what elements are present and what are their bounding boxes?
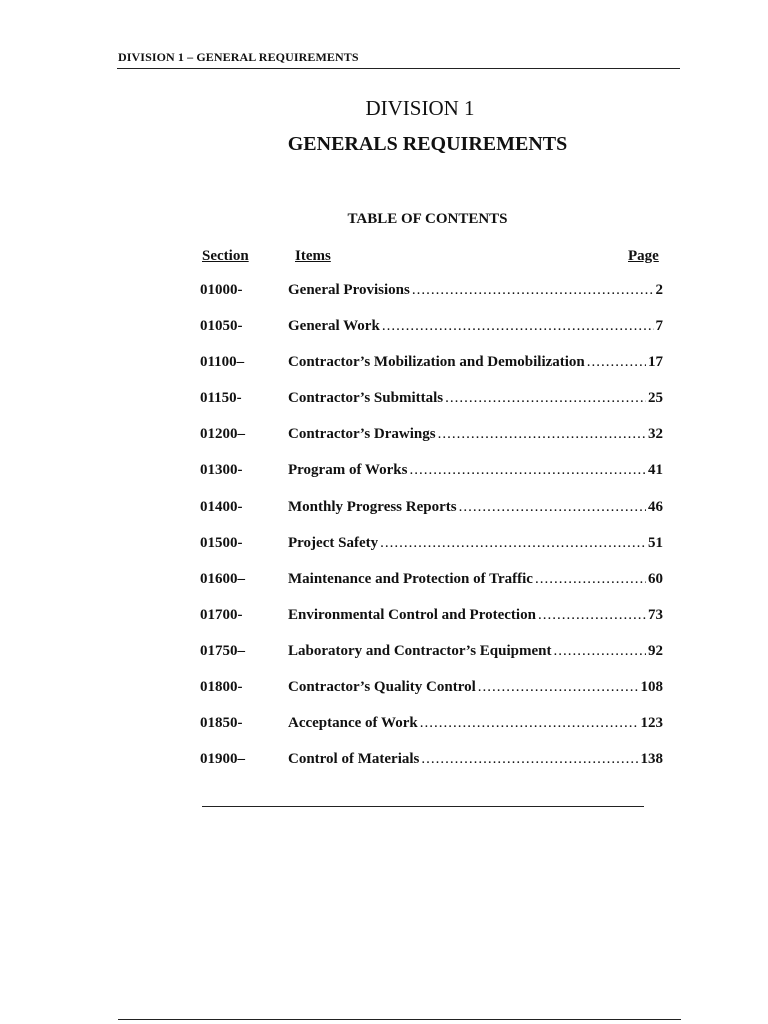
toc-section-code: 01400- [200,498,243,515]
toc-section-code: 01050- [200,318,243,335]
header-divider [117,68,680,69]
toc-entry[interactable] [200,318,663,354]
toc-entry[interactable] [200,751,663,787]
toc-section-code: 01200– [200,426,245,443]
toc-section-code: 01800- [200,679,243,696]
toc-dot-leader [553,643,646,660]
toc-section-code: 01500- [200,534,243,551]
toc-item-title: Contractor’s Drawings [288,426,436,443]
column-header-section: Section [202,248,249,264]
toc-section-code: 01150- [200,390,242,407]
toc-section-code: 01850- [200,715,243,732]
toc-section-code: 01100– [200,354,245,371]
toc-page-number: 73 [648,606,663,623]
toc-page-number: 46 [648,498,663,515]
toc-entry[interactable] [200,571,663,607]
toc-dot-leader [420,715,639,732]
toc-item-title: Program of Works [288,462,408,479]
toc-page-number: 60 [648,570,663,587]
toc-entry[interactable] [200,715,663,751]
document-title: GENERALS REQUIREMENTS [287,133,568,155]
toc-page-number: 41 [648,462,663,479]
toc-page-number: 17 [648,354,663,371]
toc-dot-leader [380,535,646,552]
toc-page-number: 108 [640,679,663,696]
toc-item-title: Contractor’s Submittals [288,390,444,407]
toc-section-code: 01700- [200,606,243,623]
toc-entry[interactable] [200,499,663,535]
toc-dot-leader [409,462,646,479]
toc-item-title: Contractor’s Mobilization and Demobilization [288,354,585,371]
toc-item-title: Environmental Control and Protection [288,606,536,623]
toc-entry[interactable] [200,354,663,390]
toc-end-divider [202,806,644,807]
toc-list [200,282,663,787]
footer-divider [118,1019,681,1020]
toc-item-title: General Provisions [288,282,410,298]
toc-page-number: 92 [648,642,663,659]
division-title: DIVISION 1 [365,96,475,120]
toc-entry[interactable] [200,282,663,318]
toc-entry[interactable] [200,679,663,715]
toc-section-code: 01750– [200,642,245,659]
column-header-items: Items [295,248,331,264]
toc-dot-leader [587,354,646,371]
toc-entry[interactable] [200,426,663,462]
toc-item-title: Laboratory and Contractor’s Equipment [288,642,552,659]
toc-page-number: 25 [648,390,663,407]
toc-item-title: Monthly Progress Reports [288,498,457,515]
toc-page-number: 123 [640,715,663,732]
toc-item-title: Contractor’s Quality Control [288,679,476,696]
toc-dot-leader [535,571,646,588]
toc-item-title: Project Safety [288,534,379,551]
toc-item-title: Acceptance of Work [288,715,418,732]
toc-page-number: 138 [640,751,663,768]
toc-entry[interactable] [200,390,663,426]
toc-dot-leader [438,426,646,443]
toc-entry[interactable] [200,535,663,571]
toc-dot-leader [421,751,638,768]
toc-dot-leader [382,318,654,335]
toc-dot-leader [538,607,646,624]
toc-title: TABLE OF CONTENTS [347,211,508,227]
toc-entry[interactable] [200,643,663,679]
toc-dot-leader [478,679,639,696]
toc-section-code: 01900– [200,751,245,768]
running-header: DIVISION 1 – GENERAL REQUIREMENTS [118,50,359,64]
column-header-page: Page [628,248,659,264]
toc-item-title: Control of Materials [288,751,420,768]
toc-item-title: Maintenance and Protection of Traffic [288,570,533,587]
toc-dot-leader [459,499,646,516]
toc-page-number: 7 [655,318,663,335]
toc-section-code: 01000- [200,282,243,298]
toc-section-code: 01300- [200,462,243,479]
toc-page-number: 32 [648,426,663,443]
toc-entry[interactable] [200,462,663,498]
toc-page-number: 2 [655,282,663,298]
toc-page-number: 51 [648,534,663,551]
toc-dot-leader [412,282,654,299]
toc-section-code: 01600– [200,570,245,587]
toc-item-title: General Work [288,318,380,335]
toc-entry[interactable] [200,607,663,643]
toc-dot-leader [445,390,646,407]
